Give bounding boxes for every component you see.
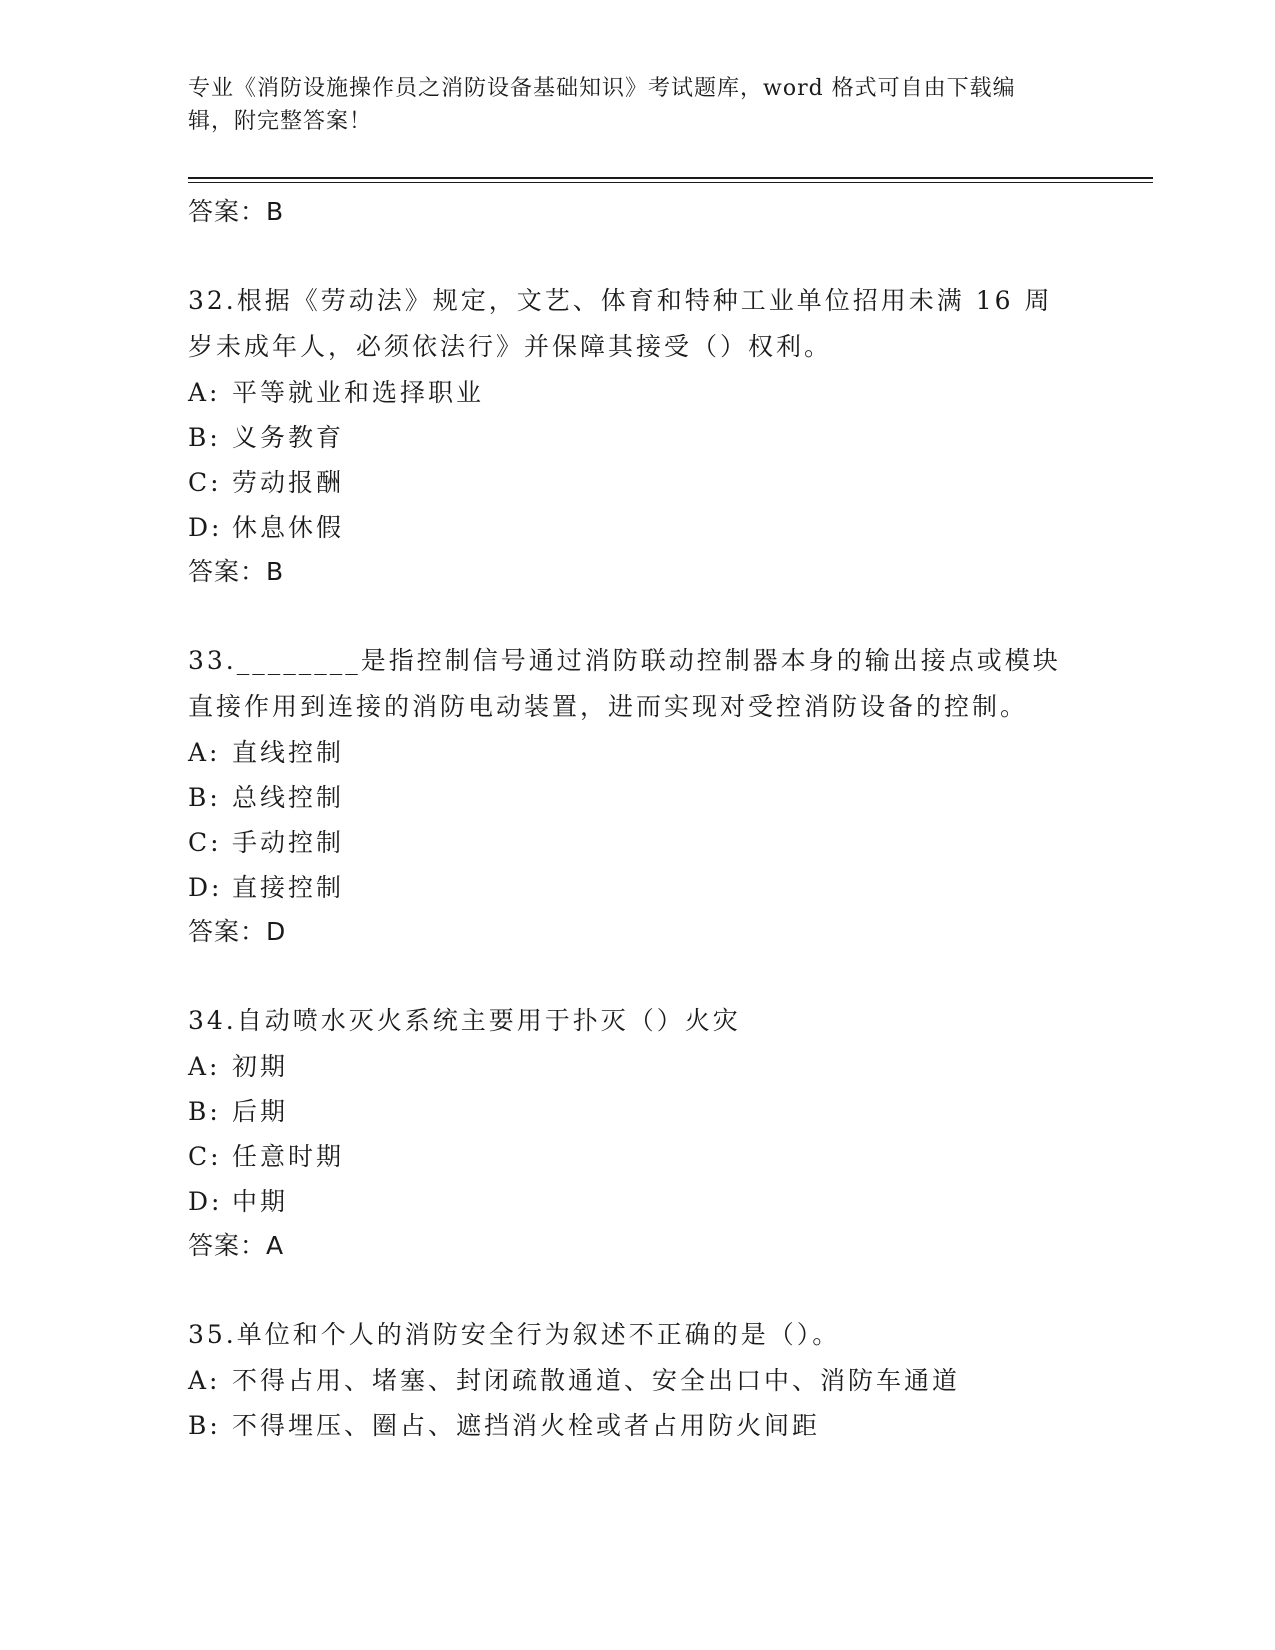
question-text-line: 33.________是指控制信号通过消防联动控制器本身的输出接点或模块 [188,646,1061,675]
option-c [188,460,1088,505]
option-b [188,415,1088,460]
option-letter: D: [188,873,223,902]
answer-line: 答案：D [188,917,287,946]
option-letter: C: [188,1142,222,1171]
answer-line: 答案：A [188,1231,285,1260]
question-35 [188,1312,1088,1448]
option-letter: A: [188,378,221,407]
option-letter: B: [188,423,221,452]
option-text: 不得埋压、圈占、遮挡消火栓或者占用防火间距 [232,1411,821,1440]
option-b [188,775,1088,820]
option-b [188,1403,1088,1448]
answer-line: 答案：B [188,197,285,226]
option-letter: D: [188,1187,223,1216]
option-a [188,1358,1088,1403]
option-letter: B: [188,783,221,812]
header-divider-thin [188,182,1153,183]
option-letter: D: [188,513,223,542]
option-text: 手动控制 [232,828,345,857]
option-a [188,1044,1088,1089]
option-letter: C: [188,468,222,497]
option-a [188,370,1088,415]
option-d [188,505,1088,550]
option-text: 初期 [232,1052,289,1081]
option-letter: A: [188,738,221,767]
question-32 [188,278,1088,594]
option-text: 平等就业和选择职业 [232,378,485,407]
question-33 [188,638,1088,954]
question-text-line: 岁未成年人，必须依法行》并保障其接受（）权利。 [188,332,833,361]
option-text: 直接控制 [232,873,345,902]
option-text: 后期 [232,1097,289,1126]
option-letter: A: [188,1366,221,1395]
option-letter: B: [188,1411,221,1440]
answer-line: 答案：B [188,557,285,586]
document-header [188,72,1068,138]
option-d [188,1179,1088,1224]
option-text: 不得占用、堵塞、封闭疏散通道、安全出口中、消防车通道 [232,1366,961,1395]
option-b [188,1089,1088,1134]
option-letter: C: [188,828,222,857]
option-c [188,820,1088,865]
question-34 [188,998,1088,1268]
question-list [188,190,1088,1448]
option-d [188,865,1088,910]
option-text: 任意时期 [232,1142,345,1171]
option-a [188,730,1088,775]
option-text: 直线控制 [232,738,345,767]
option-text: 中期 [232,1187,289,1216]
option-text: 总线控制 [232,783,345,812]
question-text-line: 直接作用到连接的消防电动装置，进而实现对受控消防设备的控制。 [188,692,1029,721]
question-text-line: 34.自动喷水灭火系统主要用于扑灭（）火灾 [188,1006,741,1035]
option-text: 劳动报酬 [232,468,345,497]
option-letter: B: [188,1097,221,1126]
header-line-1: 专业《消防设施操作员之消防设备基础知识》考试题库，word 格式可自由下载编 [188,76,1016,101]
option-text: 休息休假 [232,513,345,542]
option-c [188,1134,1088,1179]
option-text: 义务教育 [232,423,345,452]
header-line-2: 辑，附完整答案！ [188,109,373,134]
header-divider-thick [188,177,1153,179]
question-text-line: 35.单位和个人的消防安全行为叙述不正确的是（）。 [188,1320,841,1349]
question-text-line: 32.根据《劳动法》规定，文艺、体育和特种工业单位招用未满 16 周 [188,286,1053,315]
option-letter: A: [188,1052,221,1081]
